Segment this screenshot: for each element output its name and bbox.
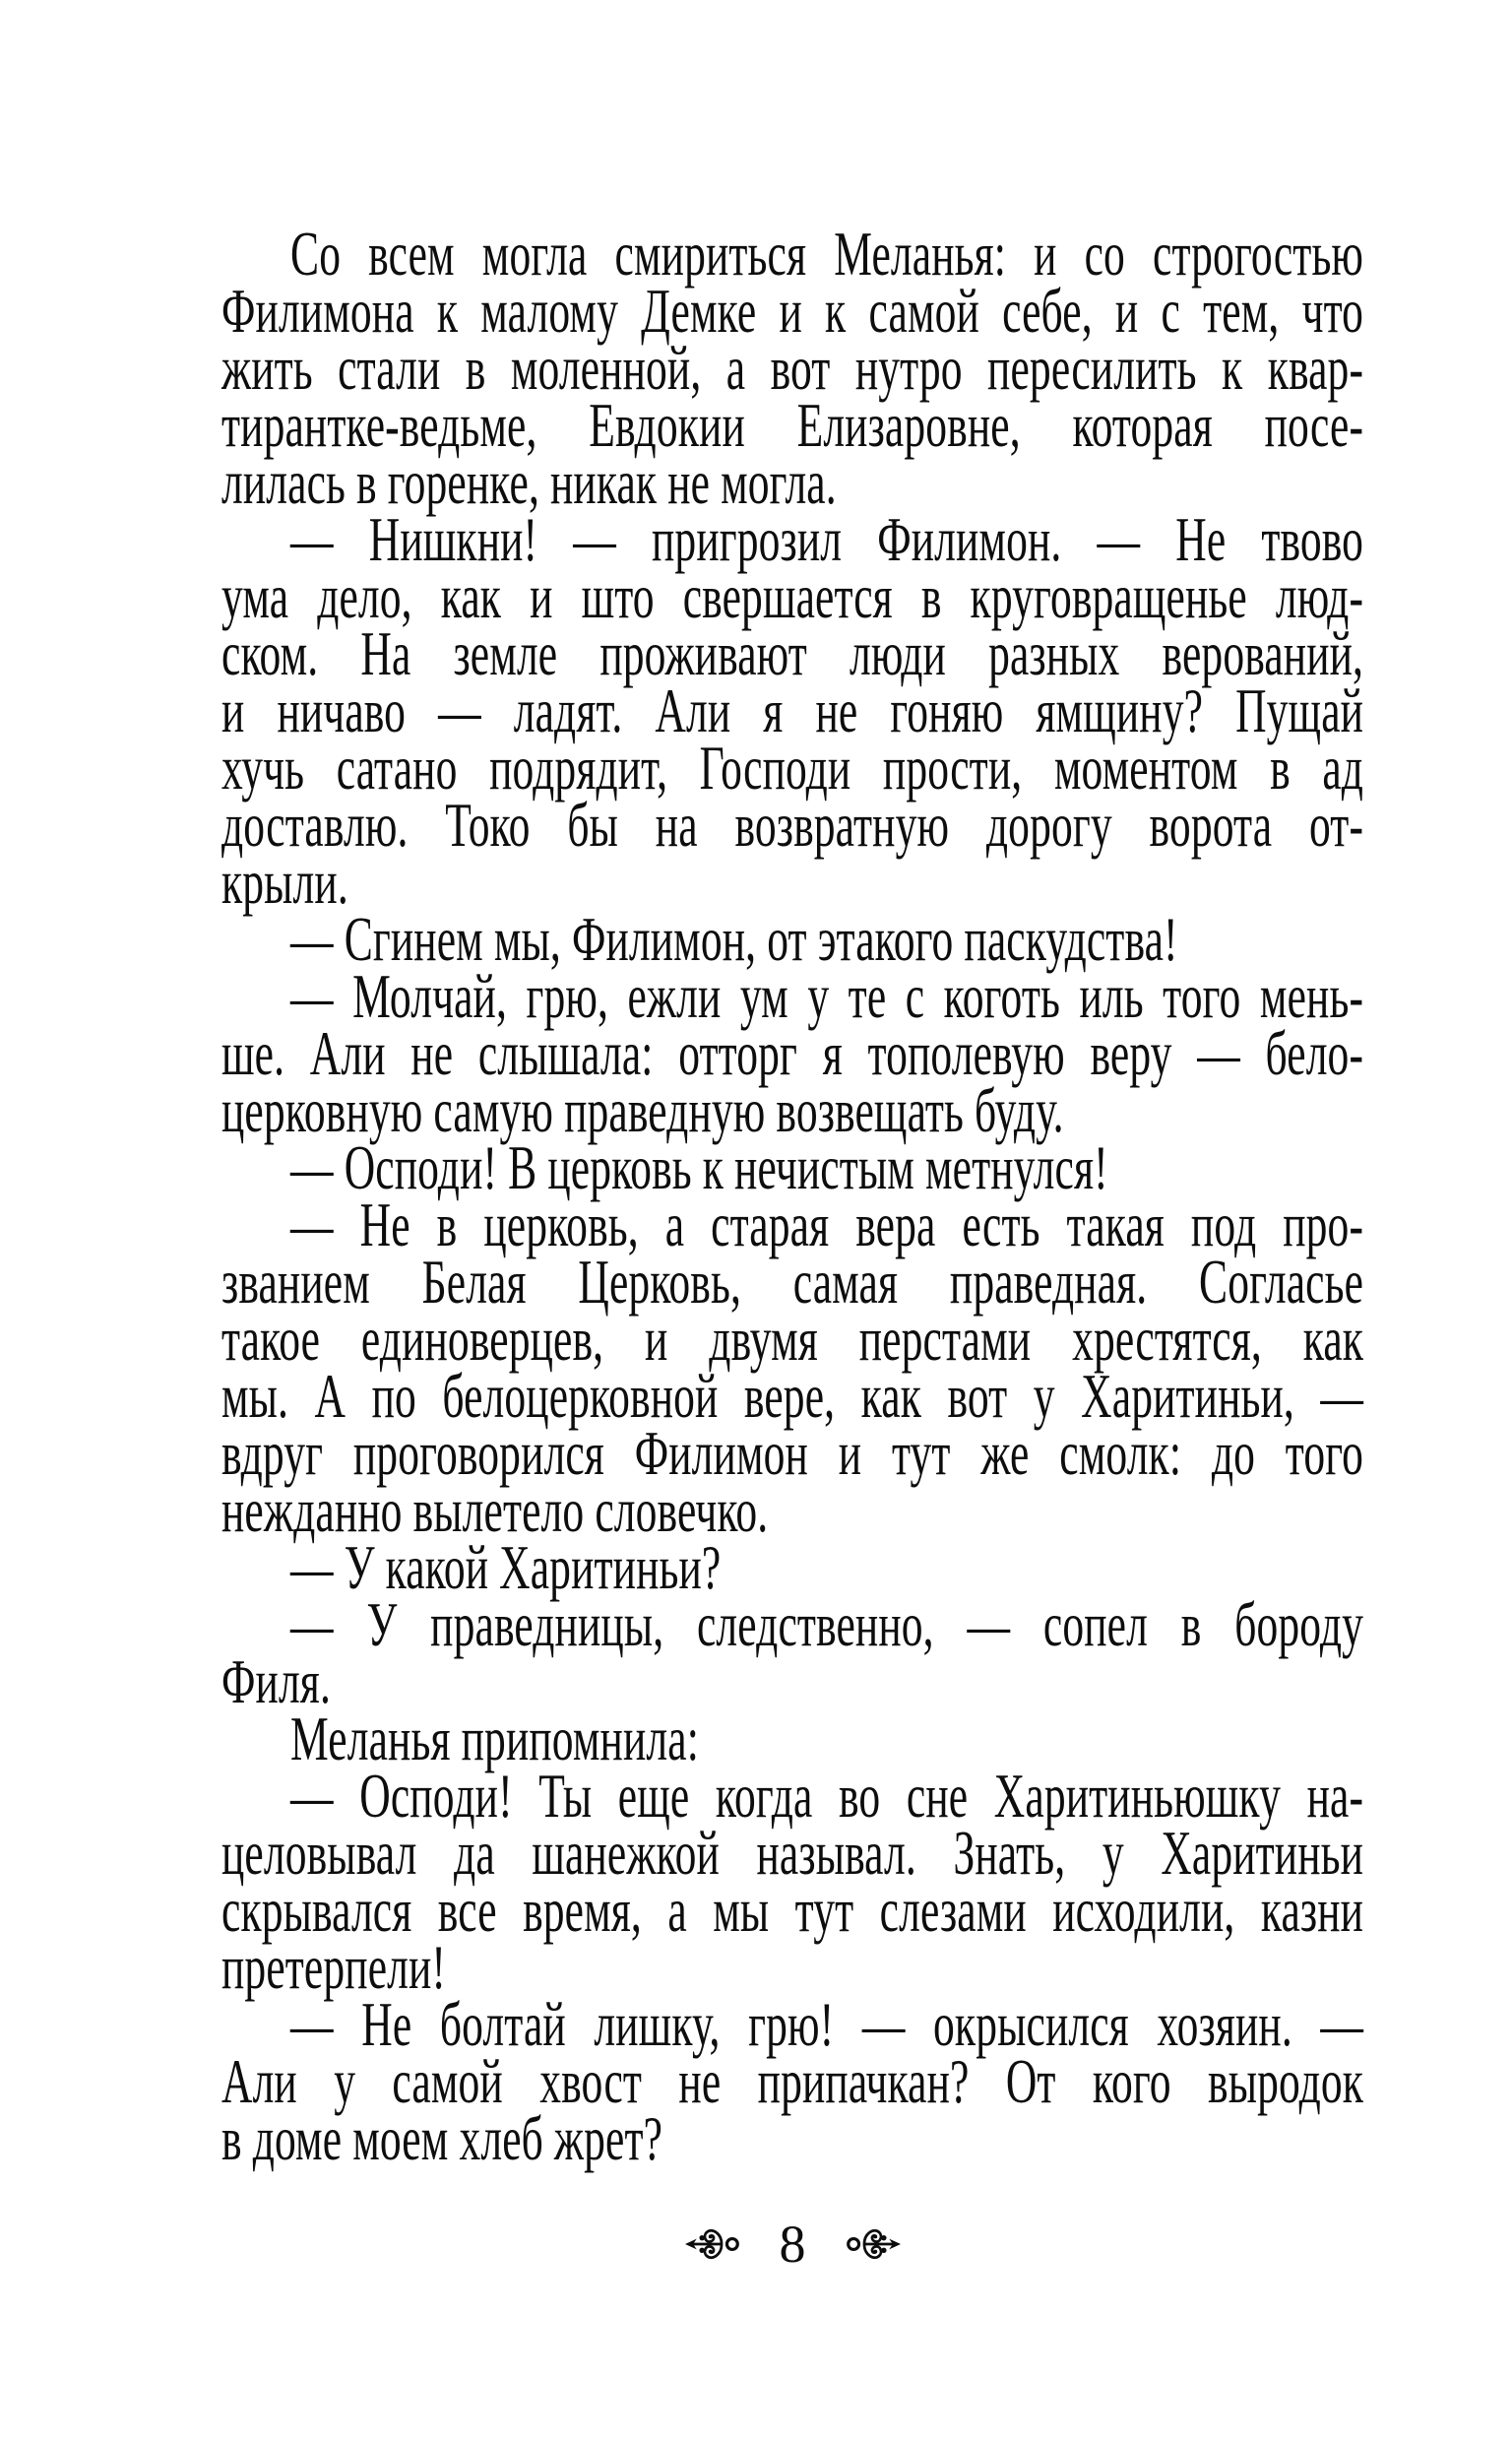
text-line: церковную самую праведную возвещать буду.	[221, 1075, 1064, 1145]
text-line: Меланья припомнила:	[290, 1704, 699, 1773]
text-line: доставлю. Токо бы на возвратную дорогу ворота от-	[221, 790, 1364, 860]
text-line: тирантке-ведьме, Евдокии Елизаровне, которая посе-	[221, 390, 1364, 460]
text-line: вдруг проговорился Филимон и тут же смолк: до того	[221, 1418, 1364, 1488]
page-number: 8	[779, 2215, 806, 2274]
text-line: званием Белая Церковь, самая праведная. Согласье	[221, 1247, 1364, 1317]
text-line: такое единоверцев, и двумя перстами хрестятся, как	[221, 1304, 1364, 1374]
text-line: скрывался все время, а мы тут слезами исходили, казни	[221, 1875, 1364, 1945]
text-line: мы. А по белоцерковной вере, как вот у Харитиньи, —	[221, 1361, 1364, 1431]
text-line: Со всем могла смириться Меланья: и со строгостью	[290, 219, 1364, 289]
text-line: крыли.	[221, 847, 348, 917]
text-line: — Нишкни! — пригрозил Филимон. — Не твово	[290, 504, 1364, 574]
text-line: ском. На земле проживают люди разных верований,	[221, 618, 1364, 688]
text-line: хучь сатано подрядит, Господи прости, моментом в ад	[221, 733, 1364, 803]
text-line: — У праведницы, следственно, — сопел в бороду	[290, 1589, 1364, 1659]
text-line: целовывал да шанежкой называл. Знать, у Харитиньи	[221, 1818, 1364, 1888]
text-line: — Молчай, грю, ежли ум у те с коготь иль того мень-	[290, 961, 1364, 1031]
text-block	[221, 219, 1364, 2173]
text-line: ше. Али не слышала: отторг я тополевую веру — бело-	[221, 1018, 1364, 1088]
text-line: Али у самой хвост не припачкан? От кого выродок	[221, 2046, 1364, 2116]
text-line: — Не болтай лишку, грю! — окрысился хозяин. —	[290, 1989, 1364, 2059]
text-line: в доме моем хлеб жрет?	[221, 2103, 663, 2173]
text-line: ума дело, как и што свершается в круговращенье люд-	[221, 561, 1364, 631]
fleuron-right-icon	[846, 2221, 901, 2267]
text-line: претерпели!	[221, 1932, 447, 2002]
text-line: Филя.	[221, 1646, 331, 1716]
text-line: и ничаво — ладят. Али я не гоняю ямщину? Пущай	[221, 675, 1364, 745]
text-line: нежданно вылетело словечко.	[221, 1475, 769, 1545]
fleuron-left-icon	[685, 2221, 740, 2267]
text-line: — Не в церковь, а старая вера есть такая под про-	[290, 1189, 1364, 1259]
text-line: лилась в горенке, никак не могла.	[221, 447, 837, 517]
text-line: — Осподи! Ты еще когда во сне Харитиньюшку на-	[290, 1761, 1364, 1831]
text-line: жить стали в моленной, а вот нутро пересилить к квар-	[221, 333, 1364, 403]
text-line: — Осподи! В церковь к нечистым метнулся!	[290, 1132, 1108, 1202]
text-line: Филимона к малому Демке и к самой себе, и с тем, что	[221, 276, 1364, 346]
text-line: — У какой Харитиньи?	[290, 1532, 722, 1602]
page-footer	[221, 2210, 1363, 2279]
text-line: — Сгинем мы, Филимон, от этакого паскудства!	[290, 904, 1178, 974]
